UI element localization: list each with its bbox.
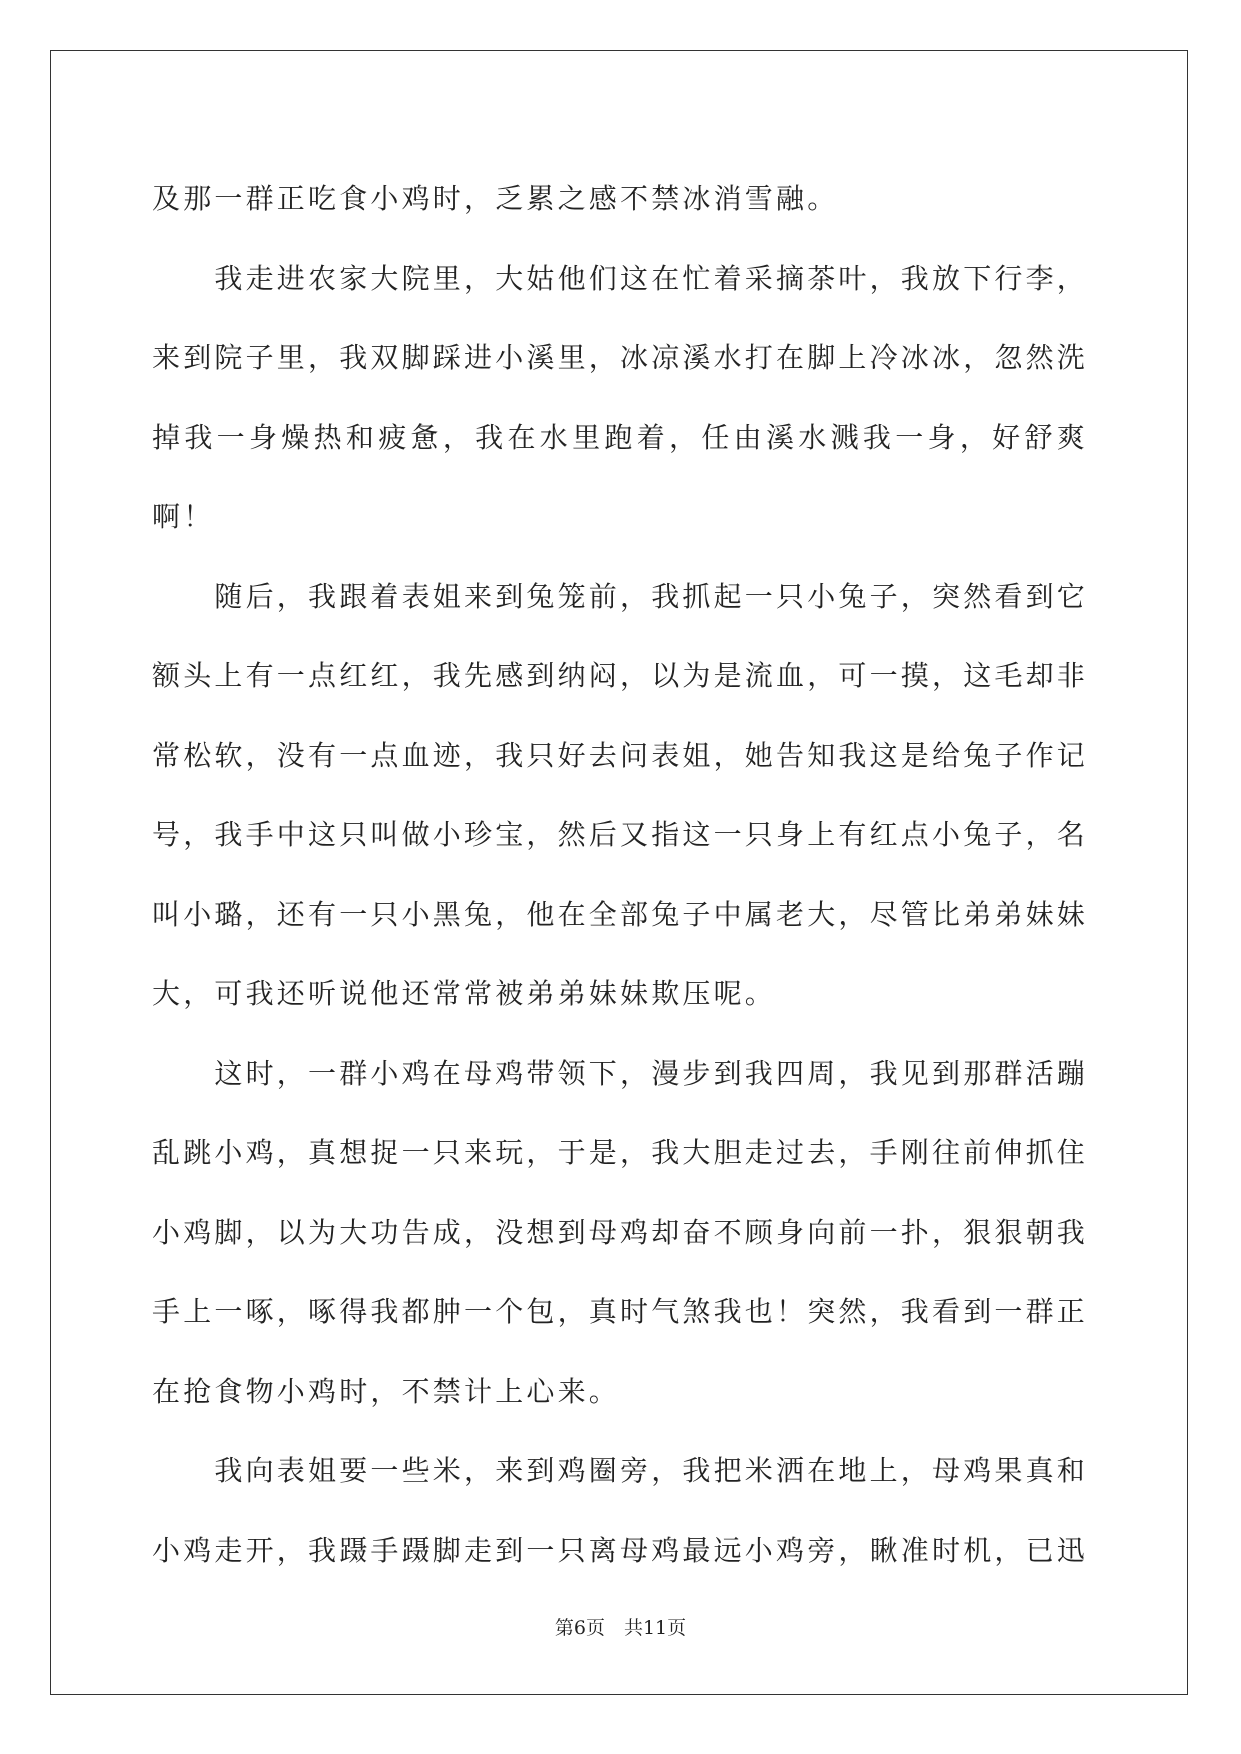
- page-number: 第6页 共11页: [554, 1617, 687, 1639]
- paragraph: 我走进农家大院里，大姑他们这在忙着采摘茶叶，我放下行李，来到院子里，我双脚踩进小溪里，冰凉溪水打在脚上冷冰冰，忽然洗掉我一身燥热和疲惫，我在水里跑着，任由溪水溅我一身，好舒爽啊！: [152, 261, 1089, 533]
- paragraph: 这时，一群小鸡在母鸡带领下，漫步到我四周，我见到那群活蹦乱跳小鸡，真想捉一只来玩，于是，我大胆走过去，手刚往前伸抓住小鸡脚，以为大功告成，没想到母鸡却奋不顾身向前一扑，狠狠朝我手上一啄，啄得我都肿一个包，真时气煞我也！突然，我看到一群正在抢食物小鸡时，不禁计上心来。: [152, 1056, 1089, 1408]
- paragraph: 我向表姐要一些米，来到鸡圈旁，我把米洒在地上，母鸡果真和小鸡走开，我蹑手蹑脚走到一只离母鸡最远小鸡旁，瞅准时机，已迅: [152, 1454, 1089, 1567]
- document-body: [152, 159, 1088, 1590]
- paragraph: 及那一群正吃食小鸡时，乏累之感不禁冰消雪融。: [152, 182, 839, 215]
- paragraph: 随后，我跟着表姐来到兔笼前，我抓起一只小兔子，突然看到它额头上有一点红红，我先感到纳闷，以为是流血，可一摸，这毛却非常松软，没有一点血迹，我只好去问表姐，她告知我这是给兔子作记号，我手中这只叫做小珍宝，然后又指这一只身上有红点小兔子，名叫小璐，还有一只小黑兔，他在全部兔子中属老大，尽管比弟弟妹妹大，可我还听说他还常常被弟弟妹妹欺压呢。: [152, 579, 1089, 1010]
- page-footer: [0, 1613, 1241, 1640]
